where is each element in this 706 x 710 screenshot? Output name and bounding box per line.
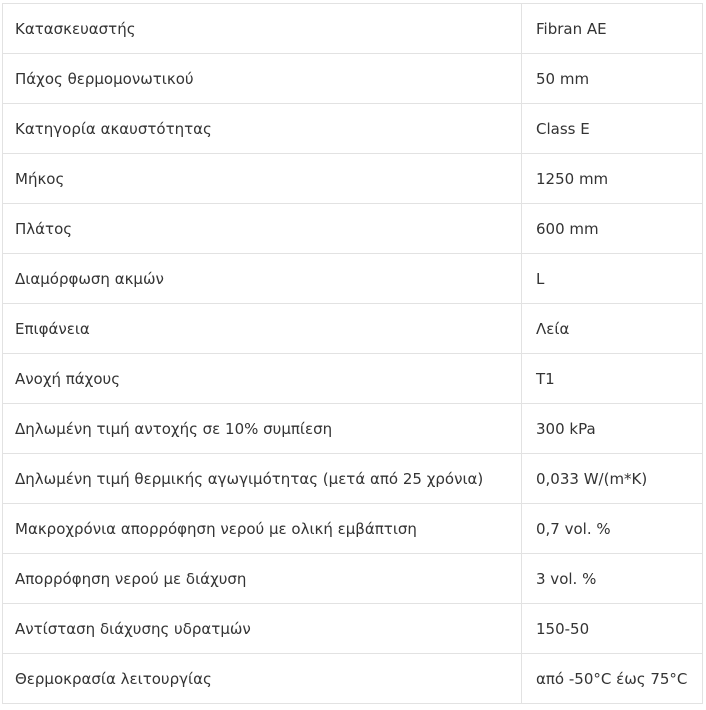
spec-value: 50 mm xyxy=(522,54,703,104)
spec-label: Κατασκευαστής xyxy=(3,4,522,54)
spec-label: Θερμοκρασία λειτουργίας xyxy=(3,654,522,704)
spec-value: 0,033 W/(m*K) xyxy=(522,454,703,504)
table-row xyxy=(3,204,703,254)
table-row xyxy=(3,654,703,704)
spec-label: Διαμόρφωση ακμών xyxy=(3,254,522,304)
table-row xyxy=(3,304,703,354)
spec-value: Fibran AE xyxy=(522,4,703,54)
table-row xyxy=(3,154,703,204)
spec-value: L xyxy=(522,254,703,304)
table-row xyxy=(3,354,703,404)
spec-label: Πλάτος xyxy=(3,204,522,254)
table-row xyxy=(3,54,703,104)
spec-value: 300 kPa xyxy=(522,404,703,454)
table-row xyxy=(3,404,703,454)
spec-label: Μακροχρόνια απορρόφηση νερού με ολική εμβάπτιση xyxy=(3,504,522,554)
spec-value: 0,7 vol. % xyxy=(522,504,703,554)
spec-label: Απορρόφηση νερού με διάχυση xyxy=(3,554,522,604)
table-row xyxy=(3,454,703,504)
spec-label: Δηλωμένη τιμή θερμικής αγωγιμότητας (μετά από 25 χρόνια) xyxy=(3,454,522,504)
spec-label: Αντίσταση διάχυσης υδρατμών xyxy=(3,604,522,654)
spec-label: Δηλωμένη τιμή αντοχής σε 10% συμπίεση xyxy=(3,404,522,454)
table-row xyxy=(3,504,703,554)
spec-value: από -50°C έως 75°C xyxy=(522,654,703,704)
spec-label: Μήκος xyxy=(3,154,522,204)
table-row xyxy=(3,604,703,654)
spec-value: Class E xyxy=(522,104,703,154)
spec-value: 3 vol. % xyxy=(522,554,703,604)
specifications-table-body xyxy=(3,4,703,704)
spec-value: 600 mm xyxy=(522,204,703,254)
spec-value: Λεία xyxy=(522,304,703,354)
spec-label: Κατηγορία ακαυστότητας xyxy=(3,104,522,154)
table-row xyxy=(3,254,703,304)
table-row xyxy=(3,554,703,604)
specifications-table xyxy=(2,3,703,704)
spec-label: Επιφάνεια xyxy=(3,304,522,354)
spec-value: T1 xyxy=(522,354,703,404)
spec-label: Ανοχή πάχους xyxy=(3,354,522,404)
table-row xyxy=(3,104,703,154)
spec-value: 1250 mm xyxy=(522,154,703,204)
spec-value: 150-50 xyxy=(522,604,703,654)
table-row xyxy=(3,4,703,54)
spec-label: Πάχος θερμομονωτικού xyxy=(3,54,522,104)
